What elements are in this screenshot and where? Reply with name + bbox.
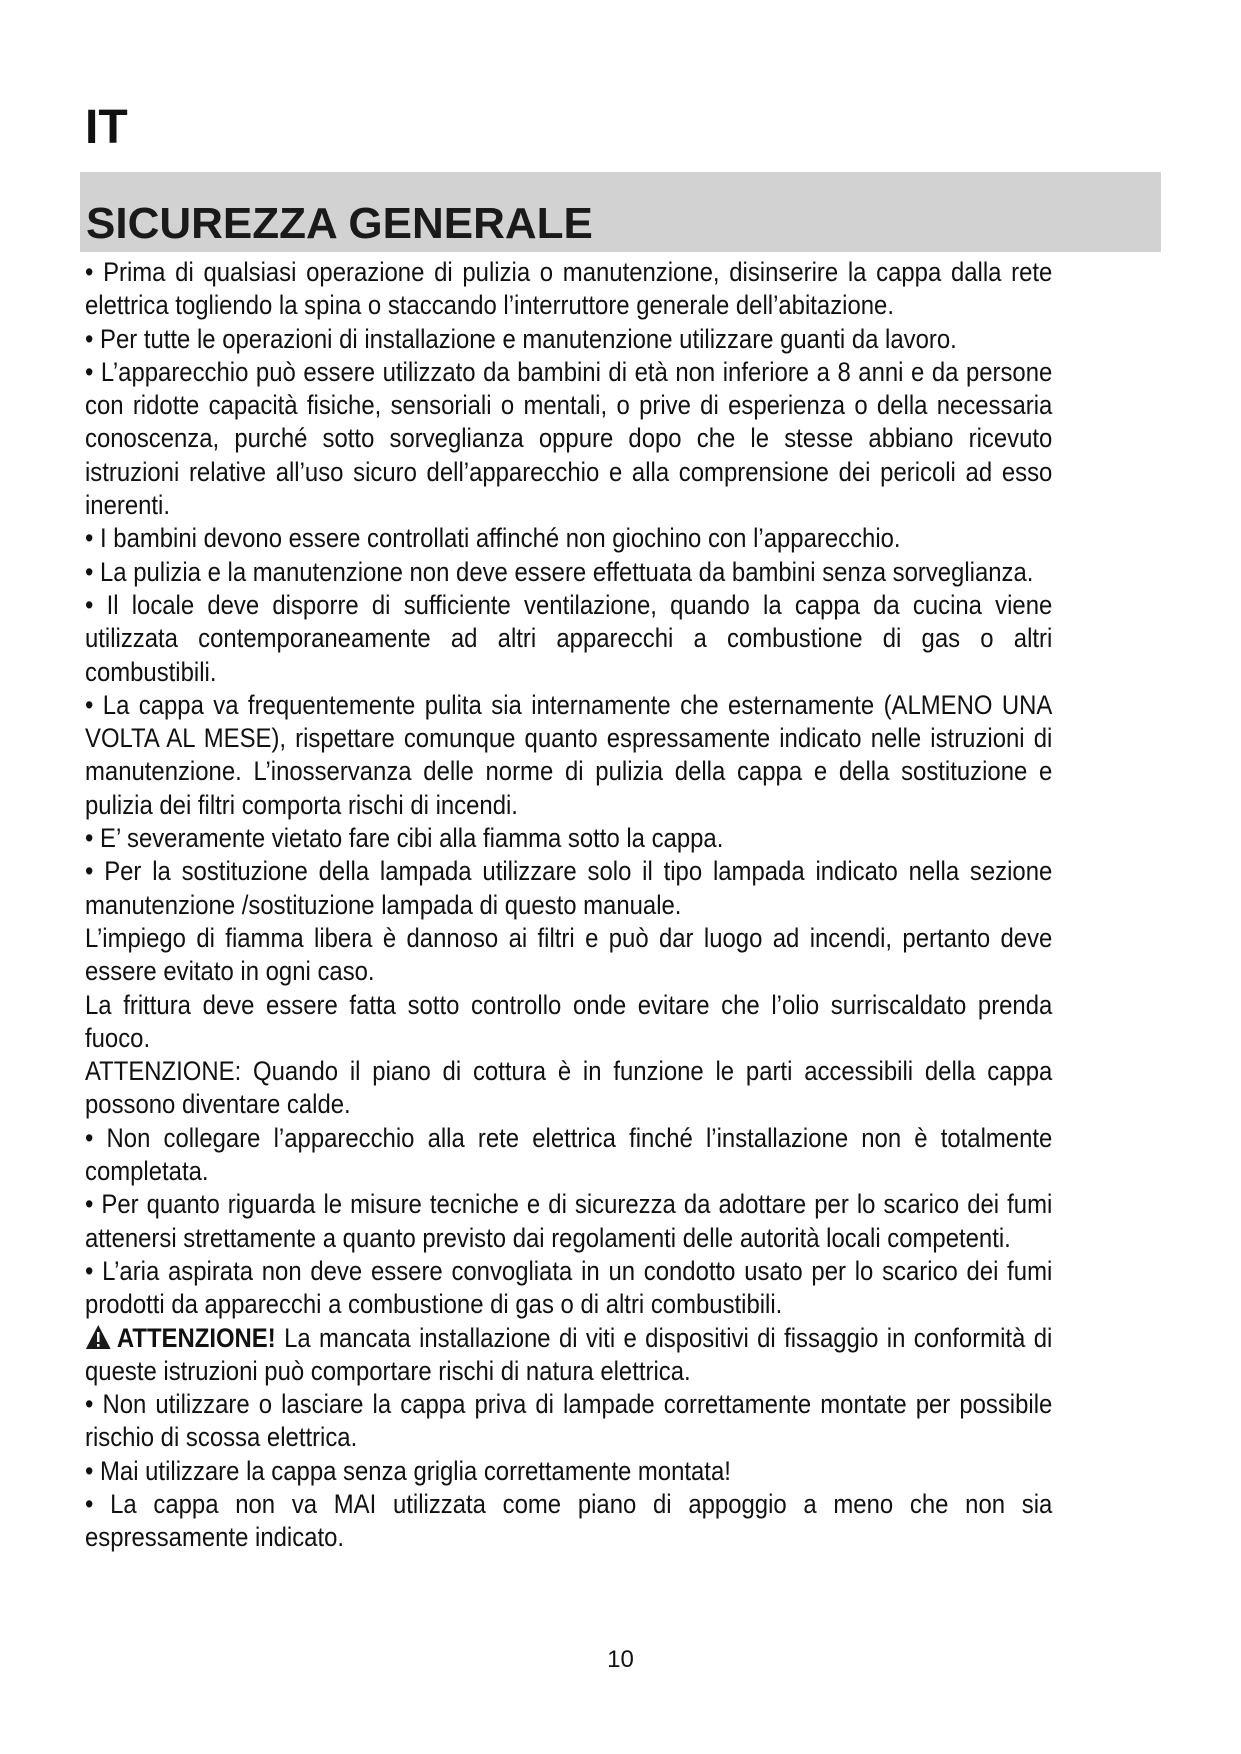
warning-triangle-icon <box>85 1324 112 1350</box>
section-title-bar <box>80 172 1161 252</box>
paragraph: • Per tutte le operazioni di installazione e manutenzione utilizzare guanti da lavoro. <box>85 323 957 354</box>
paragraph: • Il locale deve disporre di sufficiente ventilazione, quando la cappa da cucina viene utilizzata contemporaneamente ad altri apparecchi a combustione di gas o altri combustibili. <box>85 589 1053 687</box>
page-number: 10 <box>607 1646 634 1673</box>
paragraph: • Prima di qualsiasi operazione di pulizia o manutenzione, disinserire la cappa dalla rete elettrica togliendo la spina o staccando l’interruttore generale dell’abitazione. <box>85 257 1053 321</box>
warning-paragraph <box>85 1322 1052 1389</box>
paragraph: • Per la sostituzione della lampada utilizzare solo il tipo lampada indicato nella sezione manutenzione /sostituzione lampada di questo manuale. <box>85 856 1053 920</box>
paragraph: • E’ severamente vietato fare cibi alla fiamma sotto la cappa. <box>85 823 724 854</box>
paragraph: • La pulizia e la manutenzione non deve essere effettuata da bambini senza sorveglianza. <box>85 556 1034 587</box>
paragraph: • Non utilizzare o lasciare la cappa priva di lampade correttamente montate per possibile rischio di scossa elettrica. <box>85 1389 1053 1453</box>
warning-label: ATTENZIONE! <box>116 1322 276 1353</box>
language-code: IT <box>85 101 128 154</box>
paragraph: • La cappa va frequentemente pulita sia internamente che esternamente (ALMENO UNA VOLTA AL MESE), rispettare comunque quanto espressamente indicato nelle istruzioni di manutenzione. L’inosservanza delle norme di pulizia della cappa e della sostituzione e pulizia dei filtri comporta rischi di incendi. <box>85 689 1053 820</box>
paragraph: • La cappa non va MAI utilizzata come piano di appoggio a meno che non sia espressamente indicato. <box>85 1488 1053 1553</box>
paragraph: L’impiego di fiamma libera è dannoso ai filtri e può dar luogo ad incendi, pertanto deve essere evitato in ogni caso. <box>85 922 1053 987</box>
paragraph: • Mai utilizzare la cappa senza griglia correttamente montata! <box>85 1455 731 1486</box>
section-title: SICUREZZA GENERALE <box>86 199 593 248</box>
paragraph: • Per quanto riguarda le misure tecniche e di sicurezza da adottare per lo scarico dei fumi attenersi strettamente a quanto previsto dai regolamenti delle autorità locali competenti. <box>85 1189 1053 1253</box>
warning-text: La mancata installazione di viti e dispositivi di fissaggio in conformità di queste istruzioni può comportare rischi di natura elettrica. <box>85 1322 1053 1386</box>
paragraph: • I bambini devono essere controllati affinché non giochino con l’apparecchio. <box>85 523 901 554</box>
safety-text-body <box>85 256 1052 1555</box>
paragraph: La frittura deve essere fatta sotto controllo onde evitare che l’olio surriscaldato prenda fuoco. <box>85 989 1053 1053</box>
paragraph: ATTENZIONE: Quando il piano di cottura è in funzione le parti accessibili della cappa possono diventare calde. <box>85 1056 1053 1120</box>
paragraph: • L’apparecchio può essere utilizzato da bambini di età non inferiore a 8 anni e da persone con ridotte capacità fisiche, sensoriali o mentali, o prive di esperienza o della necessaria conoscenza, purché sotto sorveglianza oppure dopo che le stesse abbiano ricevuto istruzioni relative all’uso sicuro dell’apparecchio e alla comprensione dei pericoli ad esso inerenti. <box>85 356 1053 521</box>
paragraph: • L’aria aspirata non deve essere convogliata in un condotto usato per lo scarico dei fumi prodotti da apparecchi a combustione di gas o di altri combustibili. <box>85 1255 1053 1320</box>
paragraph: • Non collegare l’apparecchio alla rete elettrica finché l’installazione non è totalmente completata. <box>85 1122 1053 1187</box>
